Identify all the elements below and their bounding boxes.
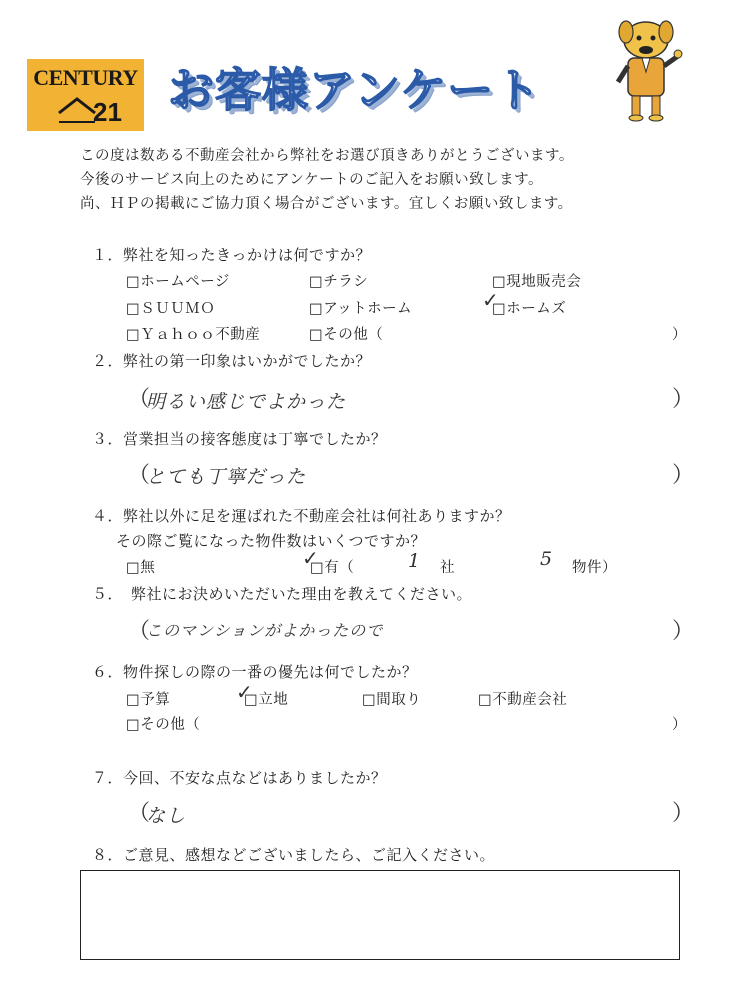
dog-mascot-icon — [606, 12, 686, 127]
q5-close-paren: ） — [672, 619, 695, 644]
q7-answer[interactable]: なし — [146, 805, 187, 827]
q1-option-site-sale[interactable]: □現地販売会 — [492, 274, 582, 290]
page-title: お客様アンケート — [168, 63, 542, 117]
q1-check-mark: ✓ — [482, 288, 499, 312]
century21-logo — [27, 59, 144, 131]
q4-bukken-label: 物件） — [572, 560, 617, 576]
q1-option-homes[interactable]: □ホームズ — [492, 301, 567, 317]
q4-check-mark: ✓ — [302, 546, 319, 570]
q6-option-budget[interactable]: □予算 — [126, 692, 171, 708]
q3-open-paren: （ — [128, 463, 151, 488]
q1-label: １．弊社を知ったきっかけは何ですか？ — [92, 246, 372, 264]
q5-answer[interactable]: このマンションがよかったので — [146, 621, 384, 640]
q2-open-paren: （ — [128, 387, 151, 412]
intro-line-3: 尚、ＨＰの掲載にご協力頂く場合がございます。宜しくお願い致します。 — [80, 196, 573, 212]
q6-label: ６．物件探しの際の一番の優先は何でしたか？ — [92, 663, 418, 681]
q1-option-homepage[interactable]: □ホームページ — [126, 274, 230, 290]
q1-option-suumo[interactable]: □ＳＵＵＭＯ — [126, 301, 216, 317]
q3-answer[interactable]: とても丁寧だった — [146, 466, 307, 488]
q7-close-paren: ） — [672, 801, 695, 826]
q7-open-paren: （ — [128, 801, 151, 826]
intro-line-1: この度は数ある不動産会社から弊社をお選び頂きありがとうございます。 — [80, 148, 574, 164]
q4-label: ４．弊社以外に足を運ばれた不動産会社は何社ありますか？ — [92, 507, 511, 525]
q8-label: ８．ご意見、感想などございましたら、ご記入ください。 — [92, 846, 496, 864]
q7-label: ７．今回、不安な点などはありましたか？ — [92, 769, 387, 787]
house-roof-icon — [57, 95, 97, 125]
q6-check-mark: ✓ — [236, 680, 253, 704]
q8-comment-box[interactable] — [80, 870, 680, 960]
logo-brand: CENTURY — [33, 65, 138, 90]
q2-answer[interactable]: 明るい感じでよかった — [146, 391, 347, 413]
q2-close-paren: ） — [672, 387, 695, 412]
q1-option-flyer[interactable]: □チラシ — [309, 274, 369, 290]
q2-label: ２．弊社の第一印象はいかがでしたか？ — [92, 352, 372, 370]
logo-number: 21 — [93, 97, 122, 127]
q1-option-athome[interactable]: □アットホーム — [309, 301, 413, 317]
q4-option-yes[interactable]: □有（ — [310, 560, 355, 576]
q4-companies-count[interactable]: 1 — [408, 550, 422, 572]
q6-option-floorplan[interactable]: □間取り — [362, 692, 422, 708]
q6-close-paren: ） — [672, 717, 687, 733]
q3-label: ３．営業担当の接客態度は丁寧でしたか？ — [92, 430, 387, 448]
q6-option-location[interactable]: □立地 — [244, 692, 289, 708]
q4-properties-count[interactable]: 5 — [540, 548, 554, 570]
q1-option-other[interactable]: □その他（ — [309, 327, 384, 343]
q3-close-paren: ） — [672, 463, 695, 488]
q1-option-yahoo[interactable]: □Ｙａｈｏｏ不動産 — [126, 327, 261, 343]
q5-open-paren: （ — [128, 619, 151, 644]
q5-label: ５． 弊社にお決めいただいた理由を教えてください。 — [92, 585, 473, 603]
q4-label-2: その際ご覧になった物件数はいくつですか？ — [116, 532, 427, 550]
q6-option-other[interactable]: □その他（ — [126, 717, 201, 733]
q1-close-paren: ） — [672, 327, 687, 343]
q4-sha-label: 社 — [440, 560, 455, 576]
q4-option-none[interactable]: □無 — [126, 560, 156, 576]
q6-option-agency[interactable]: □不動産会社 — [478, 692, 568, 708]
intro-line-2: 今後のサービス向上のためにアンケートのご記入をお願い致します。 — [80, 172, 543, 188]
